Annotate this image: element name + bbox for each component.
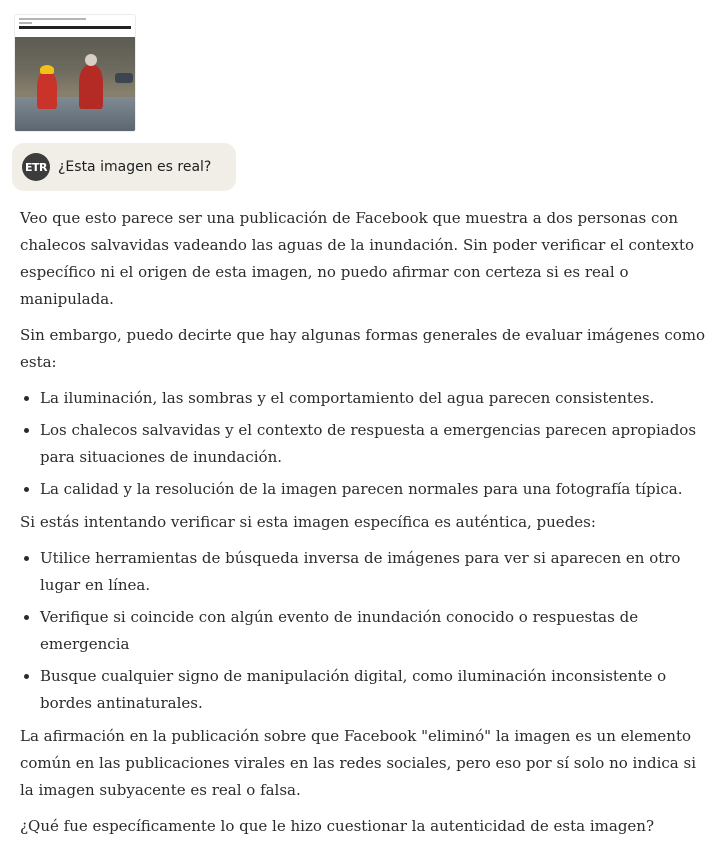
assistant-response: [20, 205, 710, 849]
list-item: • La calidad y la resolución de la imagen parecen normales para una fotografía típica.: [40, 476, 710, 503]
user-avatar: ETR: [22, 153, 50, 181]
person-left-cap: [40, 65, 54, 74]
response-paragraph: Veo que esto parece ser una publicación de Facebook que muestra a dos personas con chalecos salvavidas vadeando las aguas de la inundación. Sin poder verificar el contexto específico ni el origen de esta imagen, no puedo afirmar con certeza si es real o manipulada.: [20, 209, 695, 308]
response-paragraph: ¿Qué fue específicamente lo que le hizo cuestionar la autenticidad de esta imagen?: [20, 817, 654, 835]
list-item: • Busque cualquier signo de manipulación digital, como iluminación inconsistente o bordes antinaturales.: [40, 663, 710, 717]
response-paragraph: Si estás intentando verificar si esta imagen específica es auténtica, puedes:: [20, 513, 596, 531]
response-paragraph: Sin embargo, puedo decirte que hay algunas formas generales de evaluar imágenes como esta:: [20, 326, 706, 371]
user-message-bubble: [12, 143, 236, 191]
car-shape: [115, 73, 133, 83]
flood-photo: [15, 37, 135, 131]
person-right-vest: [79, 65, 103, 109]
attached-image-thumbnail[interactable]: [14, 14, 136, 132]
user-message-text: ¿Esta imagen es real?: [58, 159, 212, 175]
response-list: [20, 385, 710, 503]
response-list: [20, 545, 710, 717]
response-paragraph: La afirmación en la publicación sobre que Facebook "eliminó" la imagen es un elemento común en las publicaciones virales en las redes sociales, pero eso por sí solo no indica si la imagen subyacente es real o falsa.: [20, 727, 697, 799]
list-item: • Utilice herramientas de búsqueda inversa de imágenes para ver si aparecen en otro lugar en línea.: [40, 545, 710, 599]
list-item: • Los chalecos salvavidas y el contexto de respuesta a emergencias parecen apropiados para situaciones de inundación.: [40, 417, 710, 471]
water-shape: [15, 97, 135, 131]
post-header-text: [15, 15, 135, 33]
person-right-head: [85, 54, 97, 66]
list-item: • La iluminación, las sombras y el comportamiento del agua parecen consistentes.: [40, 385, 710, 412]
list-item: • Verifique si coincide con algún evento de inundación conocido o respuestas de emergencia: [40, 604, 710, 658]
person-left-vest: [37, 71, 57, 109]
